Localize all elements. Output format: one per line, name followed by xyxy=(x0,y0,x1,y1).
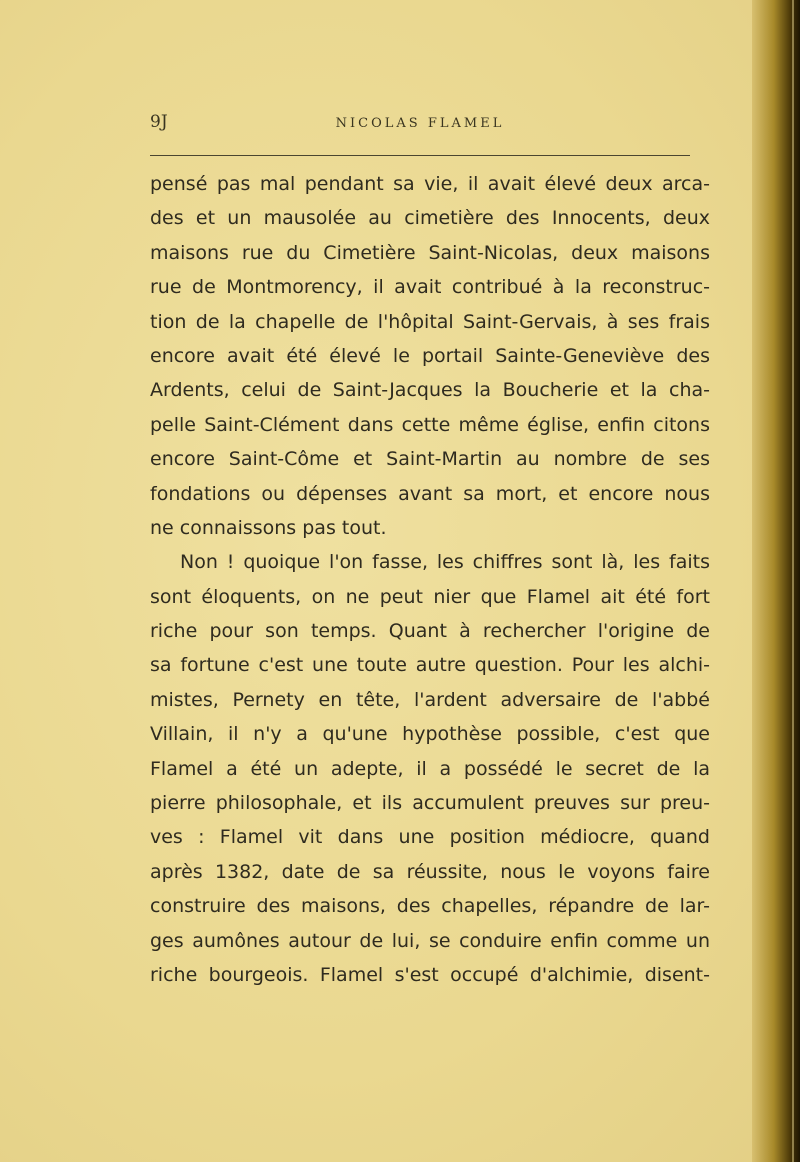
text-line: encore Saint-Côme et Saint-Martin au nombre de ses xyxy=(150,448,710,471)
text-line: tion de la chapelle de l'hôpital Saint-Gervais, à ses frais xyxy=(150,310,710,333)
paragraph xyxy=(150,167,710,545)
text-line: ves : Flamel vit dans une position médiocre, quand xyxy=(150,826,710,849)
text-line: maisons rue du Cimetière Saint-Nicolas, deux maisons xyxy=(150,241,710,264)
text-line: Non ! quoique l'on fasse, les chiffres sont là, les faits xyxy=(180,551,710,574)
text-line: riche bourgeois. Flamel s'est occupé d'alchimie, disent- xyxy=(150,963,710,986)
page-number: 9J xyxy=(150,112,168,132)
text-line: sont éloquents, on ne peut nier que Flamel ait été fort xyxy=(150,585,710,608)
text-line: pensé pas mal pendant sa vie, il avait élevé deux arca- xyxy=(150,173,710,195)
text-line: des et un mausolée au cimetière des Innocents, deux xyxy=(150,207,710,230)
text-line: Villain, il n'y a qu'une hypothèse possible, c'est que xyxy=(150,723,710,746)
text-line: ges aumônes autour de lui, se conduire enfin comme un xyxy=(150,929,710,952)
text-line: mistes, Pernety en tête, l'ardent adversaire de l'abbé xyxy=(150,688,710,711)
page-edge-highlight xyxy=(792,0,794,1162)
text-line: encore avait été élevé le portail Sainte-Geneviève des xyxy=(150,344,710,367)
text-line: rue de Montmorency, il avait contribué à la reconstruc- xyxy=(150,276,710,299)
paragraph xyxy=(150,545,710,992)
text-line: Flamel a été un adepte, il a possédé le secret de la xyxy=(150,757,710,780)
text-line: fondations ou dépenses avant sa mort, et encore nous xyxy=(150,482,710,505)
header-rule xyxy=(150,155,690,156)
text-line: Ardents, celui de Saint-Jacques la Boucherie et la cha- xyxy=(150,379,710,402)
text-line: ne connaissons pas tout. xyxy=(150,516,387,539)
running-title: NICOLAS FLAMEL xyxy=(335,116,505,131)
text-line: pelle Saint-Clément dans cette même église, enfin citons xyxy=(150,413,710,436)
running-header xyxy=(150,112,690,142)
text-line: construire des maisons, des chapelles, répandre de lar- xyxy=(150,895,710,918)
body-text xyxy=(150,167,710,992)
text-line: après 1382, date de sa réussite, nous le voyons faire xyxy=(150,860,710,883)
text-line: pierre philosophale, et ils accumulent preuves sur preu- xyxy=(150,792,710,815)
text-line: riche pour son temps. Quant à rechercher l'origine de xyxy=(150,620,710,643)
text-line: sa fortune c'est une toute autre question. Pour les alchi- xyxy=(150,654,710,677)
